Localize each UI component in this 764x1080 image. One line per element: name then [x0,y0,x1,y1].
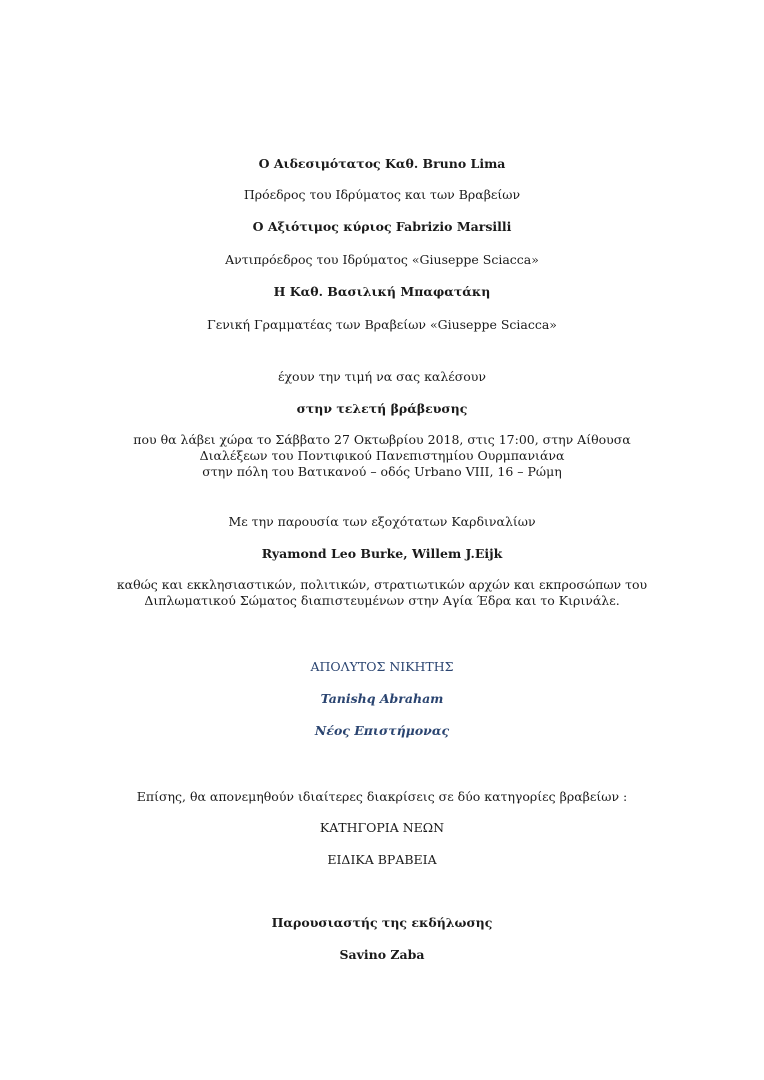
president-name: Ο Αιδεσιμότατος Καθ. Bruno Lima [258,156,506,171]
distinctions-text: Επίσης, θα απονεμηθούν ιδιαίτερες διακρίσεις σε δύο κατηγορίες βραβείων : [136,789,628,804]
authorities-line-2: Διπλωματικού Σώματος διαπιστευμένων στην Αγία Έδρα και το Κιρινάλε. [144,593,620,608]
secretary-role: Γενική Γραμματέας των Βραβείων «Giuseppe Sciacca» [207,317,557,332]
vice-president-name: Ο Αξιότιμος κύριος Fabrizio Marsilli [252,219,512,234]
venue-line-1: που θα λάβει χώρα το Σάββατο 27 Οκτωβρίου 2018, στις 17:00, στην Αίθουσα [133,432,631,447]
venue-line-2: Διαλέξεων του Ποντιφικού Πανεπιστημίου Ουρμπανιάνα [199,448,565,463]
winner-name: Tanishq Abraham [320,691,444,706]
secretary-name: Η Καθ. Βασιλική Μπαφατάκη [273,284,491,299]
ceremony-title: στην τελετή βράβευσης [296,401,468,416]
category-special-awards: ΕΙΔΙΚΑ ΒΡΑΒΕΙΑ [327,852,437,867]
presence-text: Με την παρουσία των εξοχότατων Καρδιναλίων [228,514,536,529]
winner-title: Νέος Επιστήμονας [314,723,450,738]
host-label: Παρουσιαστής της εκδήλωσης [271,915,493,930]
category-young: ΚΑΤΗΓΟΡΙΑ ΝΕΩΝ [319,820,445,835]
cardinals-names: Ryamond Leo Burke, Willem J.Eijk [261,546,503,561]
authorities-line-1: καθώς και εκκλησιαστικών, πολιτικών, στρατιωτικών αρχών και εκπροσώπων του [116,577,648,592]
president-role: Πρόεδρος του Ιδρύματος και των Βραβείων [243,187,521,202]
honor-text: έχουν την τιμή να σας καλέσουν [278,369,486,384]
winner-heading: ΑΠΟΛΥΤΟΣ ΝΙΚΗΤΗΣ [310,659,454,674]
vice-president-role: Αντιπρόεδρος του Ιδρύματος «Giuseppe Sciacca» [225,252,539,267]
venue-line-3: στην πόλη του Βατικανού – οδός Urbano VIII, 16 – Ρώμη [202,464,562,479]
host-name: Savino Zaba [339,947,425,962]
